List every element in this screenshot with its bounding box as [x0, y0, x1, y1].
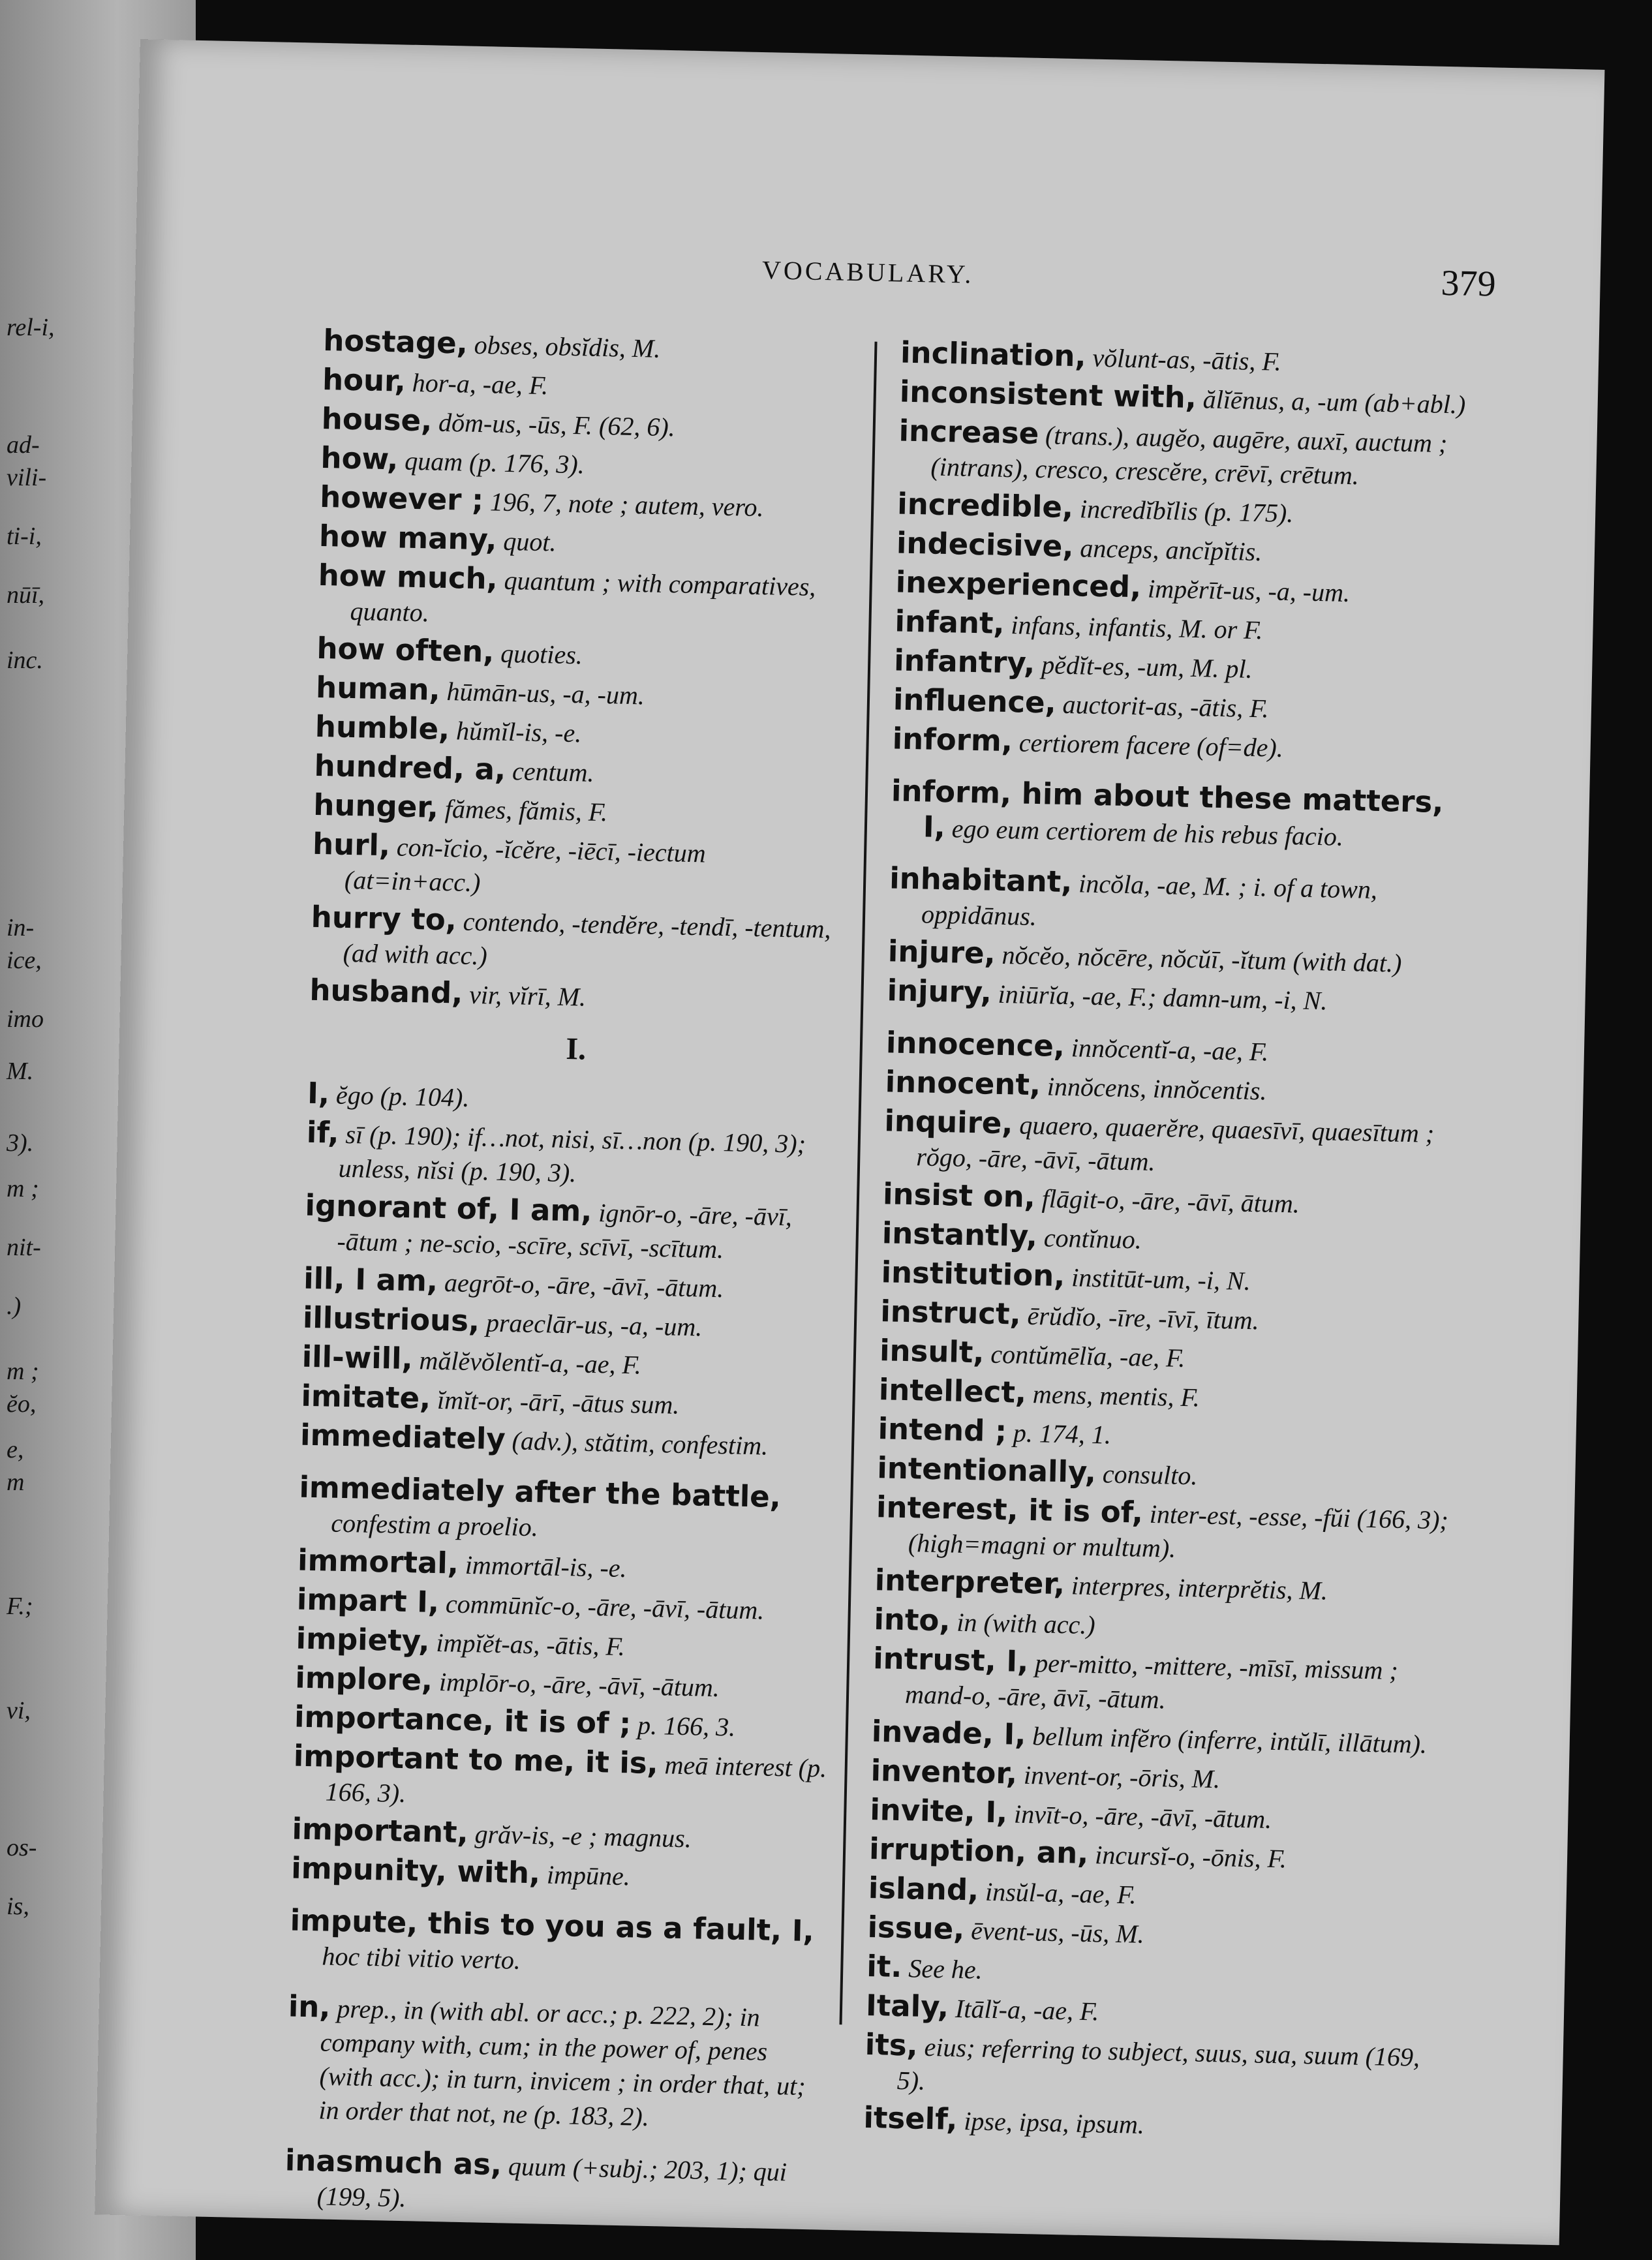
entry-headword: inasmuch as, — [284, 2143, 502, 2182]
entry-headword: hostage, — [322, 322, 468, 361]
entry-definition: aegrōt-o, -āre, -āvī, -ātum. — [444, 1268, 724, 1304]
entry-definition: p. 166, 3. — [637, 1710, 736, 1742]
dictionary-entry — [875, 1490, 1450, 1571]
running-header: VOCABULARY. — [761, 255, 974, 289]
entry-headword: inquire, — [883, 1103, 1013, 1141]
entry-headword: imitate, — [300, 1378, 431, 1416]
dictionary-entry — [298, 1471, 834, 1551]
entry-headword: inventor, — [870, 1753, 1018, 1791]
entry-definition: confestim a proelio. — [330, 1508, 539, 1542]
entry-definition: interpres, interprĕtis, M. — [1071, 1570, 1328, 1606]
entry-headword: infant, — [895, 603, 1005, 641]
entry-definition: ēvent-us, -ūs, M. — [970, 1916, 1145, 1949]
entry-headword: incredible, — [896, 486, 1074, 525]
entry-headword: how much, — [318, 557, 498, 596]
dictionary-entry — [320, 480, 855, 527]
entry-definition: ērŭdĭo, -īre, -īvī, ītum. — [1027, 1300, 1260, 1336]
entry-headword: hurl, — [312, 826, 391, 863]
entry-headword: impiety, — [296, 1621, 431, 1658]
entry-definition: (adv.), stătim, confestim. — [512, 1426, 769, 1461]
entry-definition: quaero, quaerĕre, quaesīvī, quaesītum ; rŏgo, -āre, -āvī, -ātum. — [915, 1110, 1435, 1176]
facing-page-fragment: ti-i, — [7, 523, 42, 550]
facing-page-fragment: .) — [7, 1292, 22, 1320]
entry-definition: grăv-is, -e ; magnus. — [474, 1819, 692, 1854]
entry-headword: institution, — [881, 1255, 1065, 1294]
facing-page-fragment: ad- — [7, 431, 40, 459]
dictionary-entry — [890, 774, 1465, 856]
entry-headword: how often, — [316, 630, 495, 669]
entry-definition: inter-est, -esse, -fŭi (166, 3); (high=magni or multum). — [908, 1499, 1449, 1563]
entry-headword: infantry, — [893, 643, 1035, 680]
page-number: 379 — [1440, 262, 1497, 305]
entry-headword: however ; — [319, 479, 484, 518]
dictionary-entry — [294, 1700, 830, 1747]
entry-headword: island, — [868, 1870, 979, 1908]
entry-definition: 196, 7, note ; autem, vero. — [489, 487, 764, 523]
entry-headword: insist on, — [882, 1176, 1036, 1215]
entry-definition: anceps, ancĭpĭtis. — [1079, 533, 1262, 567]
left-column — [284, 324, 859, 2228]
dictionary-entry — [301, 1379, 836, 1426]
dictionary-entry — [286, 1989, 823, 2137]
dictionary-entry — [316, 671, 851, 717]
entry-definition: vir, vĭrī, M. — [468, 979, 587, 1012]
dictionary-entry — [321, 402, 857, 448]
entry-headword: injure, — [887, 934, 996, 971]
facing-page-fragment: nūī, — [7, 581, 45, 609]
entry-headword: inform, him about these matters, I, — [891, 773, 1444, 845]
dictionary-entry — [314, 710, 850, 756]
dictionary-entry — [307, 1077, 843, 1123]
entry-definition: contĭnuo. — [1043, 1223, 1142, 1255]
entry-headword: influence, — [893, 682, 1057, 720]
entry-headword: implore, — [294, 1660, 433, 1698]
entry-definition: impĭĕt-as, -ātis, F. — [436, 1628, 626, 1662]
entry-definition: sī (p. 190); if…not, nisi, sī…non (p. 190, 3); unless, nĭsi (p. 190, 3). — [338, 1119, 806, 1188]
dictionary-entry — [309, 973, 845, 1020]
facing-page-fragment: m ; — [7, 1175, 39, 1202]
dictionary-entry — [295, 1661, 831, 1707]
entry-definition: prep., in (with abl. or acc.; p. 222, 2); in company with, cum; in the power of, penes (with acc.); in turn, invicem ; in order that, ut; in order that not, ne (p. 183, 2). — [318, 1993, 806, 2132]
dictionary-entry — [305, 1116, 842, 1196]
facing-page-fragment: in- — [7, 914, 35, 941]
entry-headword: immortal, — [297, 1542, 459, 1581]
entry-headword: human, — [315, 669, 441, 707]
entry-definition: hūmān-us, -a, -um. — [446, 677, 645, 710]
entry-headword: irruption, an, — [868, 1831, 1089, 1871]
entry-headword: insult, — [879, 1333, 985, 1370]
entry-definition: invent-or, -ōris, M. — [1023, 1760, 1221, 1794]
entry-definition: institūt-um, -i, N. — [1071, 1262, 1251, 1296]
entry-headword: humble, — [314, 709, 450, 747]
facing-page-fragment: rel-i, — [7, 314, 55, 341]
facing-page-fragment: F.; — [7, 1593, 33, 1620]
dictionary-entry — [316, 632, 852, 678]
dictionary-entry — [312, 827, 848, 908]
entry-headword: instantly, — [881, 1215, 1038, 1254]
entry-headword: house, — [321, 401, 433, 438]
entry-headword: I, — [307, 1075, 330, 1111]
entry-headword: illustrious, — [302, 1300, 480, 1339]
dictionary-entry — [320, 441, 856, 487]
entry-definition: ălĭēnus, a, -um (ab+abl.) — [1202, 384, 1466, 420]
entry-definition: hoc tibi vitio verto. — [322, 1941, 521, 1975]
entry-definition: dŏm-us, -ūs, F. (62, 6). — [438, 407, 676, 442]
entry-definition: immortāl-is, -e. — [465, 1550, 628, 1583]
entry-definition: innŏcens, innŏcentis. — [1047, 1071, 1267, 1106]
facing-page-fragment: vi, — [7, 1697, 31, 1724]
facing-page-fragment: 3). — [7, 1129, 34, 1157]
dictionary-entry — [300, 1418, 836, 1465]
dictionary-entry — [863, 2101, 1438, 2148]
entry-definition: insŭl-a, -ae, F. — [985, 1876, 1137, 1910]
dictionary-entry — [284, 2143, 820, 2223]
entry-headword: immediately — [299, 1417, 506, 1457]
entry-headword: impunity, with, — [290, 1850, 541, 1891]
entry-definition: vŏlunt-as, -ātis, F. — [1092, 343, 1282, 376]
dictionary-entry — [864, 2028, 1439, 2109]
entry-definition: quam (p. 176, 3). — [404, 446, 585, 480]
entry-headword: ill-will, — [301, 1339, 414, 1377]
entry-headword: innocent, — [885, 1064, 1041, 1103]
entry-definition: praeclār-us, -a, -um. — [485, 1307, 703, 1342]
dictionary-entry — [296, 1622, 831, 1668]
dictionary-entry — [292, 1812, 827, 1858]
dictionary-entry — [313, 788, 849, 834]
entry-definition: ego eum certiorem de his rebus facio. — [951, 814, 1344, 851]
entry-headword: importance, it is of ; — [294, 1699, 632, 1741]
entry-definition: mens, mentis, F. — [1032, 1379, 1201, 1412]
entry-definition: iniūrĭa, -ae, F.; damn-um, -i, N. — [998, 979, 1328, 1016]
entry-definition: ĭmĭt-or, -ārī, -ātus sum. — [436, 1384, 680, 1420]
entry-headword: interest, it is of, — [876, 1489, 1144, 1530]
entry-headword: hour, — [322, 361, 406, 399]
entry-headword: Italy, — [865, 1987, 949, 2024]
dictionary-entry — [898, 414, 1473, 495]
entry-definition: ignōr-o, -āre, -āvī, -ātum ; ne-scio, -scīre, scīvī, -scītum. — [337, 1198, 793, 1264]
entry-definition: contendo, -tendĕre, -tendī, -tentum, (ad with acc.) — [343, 906, 832, 971]
dictionary-entry — [292, 1739, 829, 1820]
entry-headword: impart I, — [296, 1581, 440, 1620]
entry-headword: intrust, I, — [872, 1641, 1029, 1679]
entry-headword: inclination, — [900, 335, 1087, 374]
entry-headword: indecisive, — [896, 525, 1075, 564]
entry-definition: impūne. — [546, 1859, 631, 1891]
entry-headword: ill, I am, — [303, 1260, 438, 1298]
entry-headword: inform, — [892, 721, 1013, 759]
entry-definition: incŏla, -ae, M. ; i. of a town, oppidānus. — [921, 868, 1378, 932]
entry-definition: incredĭbĭlis (p. 175). — [1079, 494, 1294, 528]
entry-definition: flāgit-o, -āre, -āvī, ātum. — [1041, 1183, 1300, 1219]
dictionary-entry — [296, 1583, 832, 1629]
dictionary-entry — [874, 1563, 1449, 1610]
dictionary-entry — [322, 363, 858, 409]
entry-definition: impĕrīt-us, -a, -um. — [1147, 573, 1351, 608]
entry-definition: pĕdĭt-es, -um, M. pl. — [1041, 650, 1253, 684]
entry-definition: certiorem facere (of=de). — [1018, 727, 1284, 763]
facing-page-fragment: vili- — [7, 464, 47, 491]
entry-headword: ignorant of, I am, — [305, 1187, 593, 1229]
dictionary-entry — [317, 558, 853, 639]
dictionary-entry — [303, 1262, 839, 1308]
entry-definition: bellum infĕro (inferre, intŭlī, illātum). — [1032, 1721, 1428, 1759]
entry-headword: immediately after the battle, — [299, 1469, 782, 1515]
entry-headword: hurry to, — [311, 899, 457, 938]
entry-definition: incursĭ-o, -ōnis, F. — [1094, 1840, 1287, 1874]
entry-definition: Itālĭ-a, -ae, F. — [955, 1993, 1099, 2026]
dictionary-entry — [291, 1851, 827, 1897]
entry-headword: husband, — [309, 972, 463, 1011]
entry-headword: increase — [898, 413, 1039, 451]
entry-definition: obses, obsĭdis, M. — [474, 329, 661, 363]
entry-headword: into, — [873, 1602, 951, 1638]
entry-headword: intellect, — [878, 1372, 1027, 1410]
letter-heading: I. — [565, 1031, 587, 1067]
dictionary-entry — [289, 1903, 825, 1983]
entry-definition: quoties. — [500, 638, 583, 670]
entry-definition: nŏcĕo, nŏcēre, nŏcŭī, -ĭtum (with dat.) — [1002, 939, 1402, 978]
entry-definition: infans, infantis, M. or F. — [1011, 610, 1263, 645]
entry-headword: how many, — [318, 518, 498, 557]
facing-page-fragment: M. — [7, 1058, 34, 1085]
dictionary-entry — [867, 1910, 1442, 1957]
entry-definition: hŭmĭl-is, -e. — [455, 716, 582, 748]
entry-definition: (trans.), augĕo, augēre, auxī, auctum ; (intrans), cresco, crescĕre, crēvī, crētum. — [930, 420, 1448, 491]
dictionary-entry — [323, 324, 859, 370]
entry-definition: commūnĭc-o, -āre, -āvī, -ātum. — [445, 1589, 765, 1625]
entry-definition: con-ĭcio, -ĭcĕre, -iēcī, -iectum (at=in+acc.) — [344, 832, 707, 898]
dictionary-entry — [302, 1301, 838, 1347]
entry-headword: interpreter, — [874, 1563, 1065, 1602]
entry-headword: hunger, — [313, 787, 439, 825]
entry-headword: inconsistent with, — [899, 374, 1197, 416]
facing-page-fragment: m ; — [7, 1358, 39, 1385]
entry-definition: fămes, fămis, F. — [444, 794, 608, 827]
entry-headword: issue, — [867, 1909, 965, 1947]
right-column — [863, 336, 1475, 2152]
entry-headword: its, — [864, 2026, 919, 2063]
facing-page-fragment: ĕo, — [7, 1390, 37, 1418]
entry-headword: how, — [320, 440, 399, 477]
facing-page-fragment: imo — [7, 1005, 44, 1033]
entry-definition: ĕgo (p. 104). — [335, 1080, 470, 1112]
entry-headword: inhabitant, — [889, 861, 1073, 900]
entry-headword: intentionally, — [876, 1450, 1097, 1490]
entry-headword: inexperienced, — [895, 564, 1142, 605]
dictionary-entry — [883, 1104, 1459, 1185]
entry-definition: eius; referring to subject, suus, sua, suum (169, 5). — [896, 2032, 1420, 2096]
facing-page-fragment: m — [7, 1469, 25, 1496]
dictionary-entry — [889, 861, 1464, 942]
facing-page-fragment: inc. — [7, 647, 43, 674]
dictionary-entry — [310, 900, 846, 981]
entry-definition: quot. — [502, 526, 557, 557]
book-page — [95, 39, 1604, 2245]
entry-definition: p. 174, 1. — [1013, 1418, 1112, 1450]
dictionary-entry — [887, 973, 1461, 1020]
entry-definition: hor-a, -ae, F. — [412, 367, 549, 401]
entry-headword: impute, this to you as a fault, I, — [290, 1902, 815, 1949]
dictionary-entry — [319, 519, 855, 566]
entry-definition: ipse, ipsa, ipsum. — [963, 2106, 1145, 2139]
entry-definition: per-mitto, -mittere, -mīsī, missum ; mand-o, -āre, āvī, -ātum. — [904, 1648, 1399, 1715]
dictionary-entry — [866, 1949, 1441, 1996]
entry-headword: itself, — [863, 2100, 958, 2137]
entry-headword: instruct, — [880, 1294, 1022, 1332]
entry-headword: injury, — [887, 973, 992, 1010]
entry-headword: it. — [866, 1948, 902, 1985]
entry-headword: invite, I, — [869, 1792, 1008, 1830]
dictionary-entry — [301, 1340, 837, 1386]
entry-definition: innŏcentĭ-a, -ae, F. — [1071, 1033, 1269, 1067]
entry-definition: centum. — [512, 756, 595, 787]
dictionary-entry — [304, 1189, 840, 1269]
dictionary-entry — [298, 1544, 833, 1590]
dictionary-entry — [872, 1642, 1448, 1722]
entry-headword: invade, I, — [871, 1714, 1026, 1752]
entry-headword: in, — [288, 1989, 331, 2024]
dictionary-entry — [892, 722, 1467, 769]
facing-page-fragment: is, — [7, 1893, 29, 1920]
entry-definition: quum (+subj.; 203, 1); qui (199, 5). — [316, 2151, 788, 2213]
dictionary-entry — [314, 749, 849, 795]
dictionary-entry — [866, 1989, 1441, 2036]
entry-headword: innocence, — [885, 1025, 1065, 1064]
facing-page-fragment: ice, — [7, 947, 42, 974]
entry-headword: important to me, it is, — [293, 1738, 659, 1781]
entry-definition: See he. — [908, 1953, 983, 1985]
facing-page-fragment: e, — [7, 1436, 24, 1463]
entry-headword: important, — [292, 1811, 469, 1850]
entry-headword: if, — [306, 1114, 340, 1150]
entry-definition: meā interest (p. 166, 3). — [325, 1750, 827, 1809]
entry-definition: contŭmēlĭa, -ae, F. — [990, 1339, 1185, 1373]
entry-definition: invīt-o, -āre, -āvī, -ātum. — [1013, 1799, 1272, 1834]
entry-definition: implōr-o, -āre, -āvī, -ātum. — [438, 1667, 720, 1703]
entry-definition: quantum ; with comparatives, quanto. — [350, 565, 816, 628]
entry-definition: auctorit-as, -ātis, F. — [1062, 689, 1270, 724]
entry-headword: hundred, a, — [314, 748, 506, 787]
facing-page-fragment: os- — [7, 1834, 37, 1861]
facing-page-fragment: nit- — [7, 1234, 41, 1261]
entry-definition: in (with acc.) — [956, 1607, 1096, 1640]
entry-headword: intend ; — [878, 1411, 1007, 1449]
entry-definition: mălĕvŏlentĭ-a, -ae, F. — [419, 1345, 642, 1380]
entry-definition: consulto. — [1102, 1459, 1198, 1491]
